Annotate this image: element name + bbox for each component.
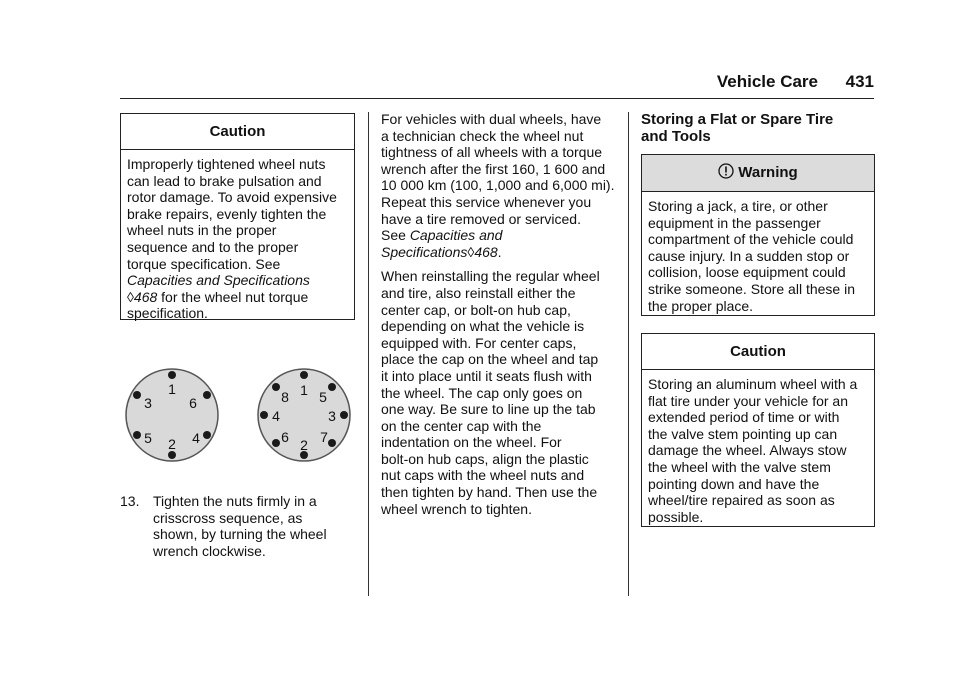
column-divider-2 [628, 112, 629, 596]
caution-line: sequence and to the proper [127, 238, 299, 255]
caution-body [121, 150, 354, 322]
sequence-number: 7 [320, 429, 328, 445]
middle-column [381, 111, 617, 517]
page-number: 431 [845, 72, 874, 91]
caution-box-aluminum-wheel [641, 333, 875, 527]
wheel-8-nut-diagram [258, 369, 350, 461]
warning-box [641, 154, 875, 316]
wheel-nut-dot [300, 371, 308, 379]
wheel-nut-dot [340, 411, 348, 419]
warning-title: Warning [738, 164, 798, 181]
section-title: Vehicle Care [716, 72, 818, 91]
wheel-nut-dot [203, 391, 211, 399]
section-heading-line: and Tools [641, 128, 711, 145]
sequence-number: 5 [144, 430, 152, 446]
wheel-nut-dot [168, 371, 176, 379]
page-ref-link[interactable]: 468 [133, 288, 158, 305]
capacities-link[interactable]: Capacities and Specifications [127, 272, 310, 289]
caution-title: Caution [642, 334, 874, 370]
warning-header [642, 155, 874, 192]
storing-section-heading [641, 111, 874, 145]
page-ref-arrow-icon: ◊ [467, 243, 475, 260]
step-13 [120, 493, 360, 563]
column-divider-1 [368, 112, 369, 596]
caution-line: rotor damage. To avoid expensive [127, 189, 337, 206]
specifications-link[interactable]: Specifications [381, 243, 468, 260]
section-heading-line: Storing a Flat or Spare Tire [641, 111, 834, 128]
sequence-number: 2 [300, 437, 308, 453]
wheel-6-nut-diagram [126, 369, 218, 461]
page-ref-arrow-icon: ◊ [127, 288, 134, 305]
wheel-nut-dot [133, 391, 141, 399]
wheel-nut-dot [272, 383, 280, 391]
sequence-number: 1 [300, 382, 308, 398]
sequence-number: 2 [168, 436, 176, 452]
caution-box-wheel-nuts [120, 113, 355, 320]
reinstall-paragraph: When reinstalling the regular wheel and tire, also reinstall either the center cap, or bolt-on hub cap, depending on what the vehicle is equipped with. For center caps, place the cap on the wheel and tap it into place until it seats flush with the wheel. The cap only goes on one way. Be sure to line up the tab on the center cap with the indentation on the wheel. For bolt-on hub caps, align the plastic nut caps with the wheel nuts and then tighten by hand. Then use the wheel wrench to tighten. [381, 268, 600, 517]
step-number: 13. [120, 493, 140, 509]
wheel-nut-dot [133, 431, 141, 439]
sequence-number: 3 [328, 408, 336, 424]
warning-symbol-icon [718, 163, 734, 183]
header-rule [120, 98, 874, 99]
wheel-nut-dot [272, 439, 280, 447]
caution-line: brake repairs, evenly tighten the [127, 205, 327, 222]
sequence-number: 4 [272, 408, 280, 424]
sequence-number: 3 [144, 395, 152, 411]
sequence-number: 4 [192, 430, 200, 446]
caution-line: specification. [127, 305, 208, 322]
caution-line: torque specification. See [127, 255, 281, 272]
wheel-nut-dot [328, 439, 336, 447]
caution-line: can lead to brake pulsation and [127, 172, 322, 189]
caution-line: ◊468 for the wheel nut torque [127, 288, 309, 305]
wheel-nut-sequence-diagrams [120, 362, 360, 472]
wheel-nut-dot [168, 451, 176, 459]
wheel-nut-dot [328, 383, 336, 391]
sequence-number: 5 [319, 389, 327, 405]
sequence-number: 6 [189, 395, 197, 411]
wheel-nut-dot [203, 431, 211, 439]
caution-line: wheel nuts in the proper [127, 222, 277, 239]
wheel-nut-dot [260, 411, 268, 419]
page-header [120, 72, 874, 98]
warning-body: Storing a jack, a tire, or other equipment in the passenger compartment of the vehicle could cause injury. In a sudden stop or collision, loose equipment could strike someone. Store all these in the proper place. [648, 198, 855, 314]
step-text: Tighten the nuts firmly in a crisscross sequence, as shown, by turning the wheel wrench clockwise. [153, 493, 327, 559]
sequence-number: 1 [168, 381, 176, 397]
sequence-number: 8 [281, 389, 289, 405]
caution-line: Improperly tightened wheel nuts [127, 156, 326, 172]
capacities-link[interactable]: Capacities and [409, 227, 503, 244]
sequence-number: 6 [281, 429, 289, 445]
caution-body: Storing an aluminum wheel with a flat tire under your vehicle for an extended period of time or with the valve stem pointing up can damage the wheel. Always stow the wheel with the valve stem pointing down and have the wheel/tire repaired as soon as possible. [648, 376, 858, 525]
page-ref-link[interactable]: 468 [474, 243, 498, 260]
caution-title: Caution [121, 114, 354, 150]
dual-wheels-paragraph: For vehicles with dual wheels, have a technician check the wheel nut tightness of all wheels with a torque wrench after the first 160, 1 600 and 10 000 km (100, 1,000 and 6,000 mi). Repeat this service whenever you have a tire removed or serviced. See Capacities and Specifications◊468. [381, 111, 615, 260]
